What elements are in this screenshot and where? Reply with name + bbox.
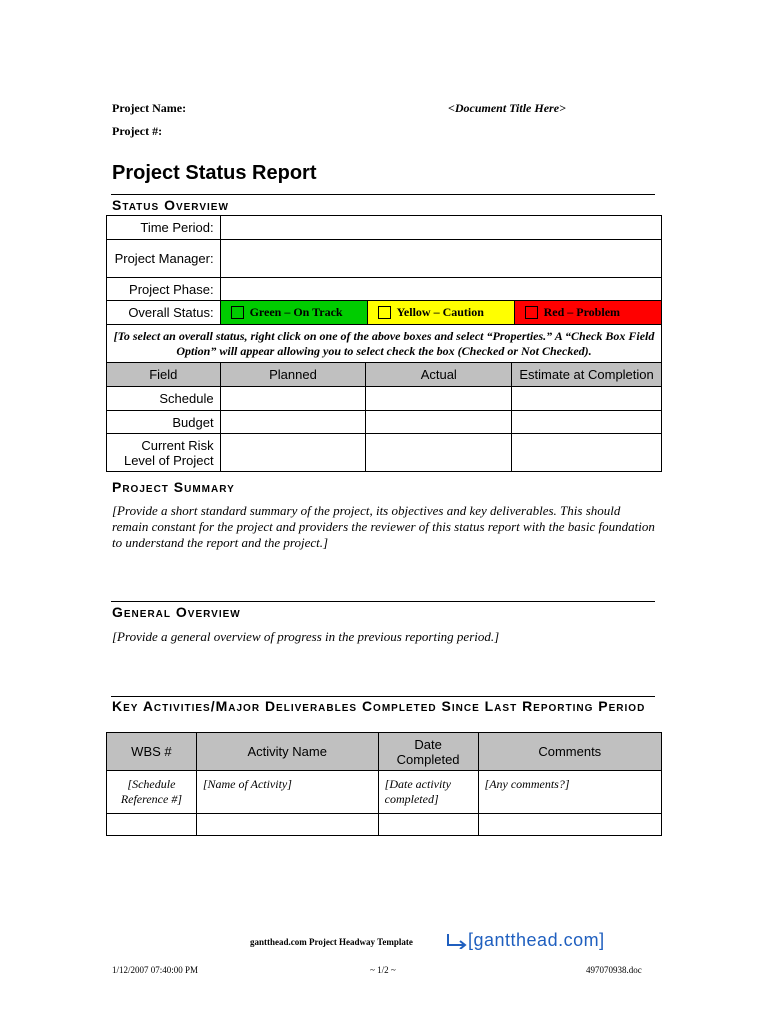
col-field: Field xyxy=(107,363,221,387)
status-overview-table xyxy=(106,215,662,472)
date-completed-cell[interactable]: [Date activity completed] xyxy=(378,771,478,814)
risk-planned[interactable] xyxy=(220,434,366,472)
col-comments: Comments xyxy=(478,733,661,771)
empty-comments-cell[interactable] xyxy=(478,814,661,836)
red-checkbox[interactable] xyxy=(525,306,538,319)
activity-name-cell[interactable]: [Name of Activity] xyxy=(196,771,378,814)
time-period-value[interactable] xyxy=(220,216,661,240)
time-period-label: Time Period: xyxy=(107,216,221,240)
general-overview-rule xyxy=(111,601,655,602)
empty-date-cell[interactable] xyxy=(378,814,478,836)
schedule-actual[interactable] xyxy=(366,387,512,411)
status-overview-heading: Status Overview xyxy=(112,197,229,213)
col-estimate: Estimate at Completion xyxy=(512,363,662,387)
project-manager-label: Project Manager: xyxy=(107,240,221,278)
general-overview-text: [Provide a general overview of progress in the previous reporting period.] xyxy=(112,629,500,644)
document-title: <Document Title Here> xyxy=(448,101,566,115)
gantthead-logo xyxy=(446,930,605,951)
empty-activity-cell[interactable] xyxy=(196,814,378,836)
general-overview-heading: General Overview xyxy=(112,604,241,620)
footer-date: 1/12/2007 07:40:00 PM xyxy=(112,965,199,975)
title-rule xyxy=(111,194,655,195)
risk-label: Current Risk Level of Project xyxy=(107,434,221,472)
project-summary-text: [Provide a short standard summary of the project, its objectives and key deliverables. This should remain constant for the project and providers the reviewer of this status report with the basic foundation to understand the report and the project.] xyxy=(112,503,655,550)
yellow-status-label: Yellow – Caution xyxy=(396,305,484,319)
logo-arrow-icon xyxy=(446,933,468,949)
status-red-option[interactable] xyxy=(515,301,661,324)
schedule-label: Schedule xyxy=(107,387,221,411)
budget-planned[interactable] xyxy=(220,411,366,434)
green-status-label: Green – On Track xyxy=(249,305,343,319)
page-title: Project Status Report xyxy=(112,162,317,184)
col-planned: Planned xyxy=(220,363,366,387)
project-phase-value[interactable] xyxy=(220,278,661,301)
key-activities-rule xyxy=(111,696,655,697)
risk-estimate[interactable] xyxy=(512,434,662,472)
status-yellow-option[interactable] xyxy=(368,301,515,324)
col-wbs: WBS # xyxy=(107,733,197,771)
status-instruction-note: [To select an overall status, right click on one of the above boxes and select “Properties.” A “Check Box Field Option” will appear allowing you to select check the box (Checked or Not Checked). xyxy=(107,325,662,363)
col-date-completed: Date Completed xyxy=(378,733,478,771)
risk-actual[interactable] xyxy=(366,434,512,472)
project-phase-label: Project Phase: xyxy=(107,278,221,301)
footer-filename: 497070938.doc xyxy=(586,965,642,975)
red-status-label: Red – Problem xyxy=(543,305,621,319)
budget-label: Budget xyxy=(107,411,221,434)
overall-status-label: Overall Status: xyxy=(107,301,221,325)
footer-template-text: gantthead.com Project Headway Template xyxy=(250,937,413,947)
project-number-label: Project #: xyxy=(112,124,163,138)
project-manager-value[interactable] xyxy=(220,240,661,278)
key-activities-table xyxy=(106,732,662,836)
budget-actual[interactable] xyxy=(366,411,512,434)
budget-estimate[interactable] xyxy=(512,411,662,434)
yellow-checkbox[interactable] xyxy=(378,306,391,319)
status-green-option[interactable] xyxy=(221,301,368,324)
schedule-estimate[interactable] xyxy=(512,387,662,411)
project-summary-heading: Project Summary xyxy=(112,479,235,495)
col-actual: Actual xyxy=(366,363,512,387)
green-checkbox[interactable] xyxy=(231,306,244,319)
footer-page-number: ~ 1/2 ~ xyxy=(370,965,396,975)
logo-text: [gantthead.com] xyxy=(468,930,605,950)
comments-cell[interactable]: [Any comments?] xyxy=(478,771,661,814)
empty-wbs-cell[interactable] xyxy=(107,814,197,836)
project-name-label: Project Name: xyxy=(112,101,187,115)
key-activities-heading: Key Activities/Major Deliverables Completed Since Last Reporting Period xyxy=(112,698,646,714)
wbs-cell[interactable]: [Schedule Reference #] xyxy=(107,771,197,814)
col-activity-name: Activity Name xyxy=(196,733,378,771)
schedule-planned[interactable] xyxy=(220,387,366,411)
